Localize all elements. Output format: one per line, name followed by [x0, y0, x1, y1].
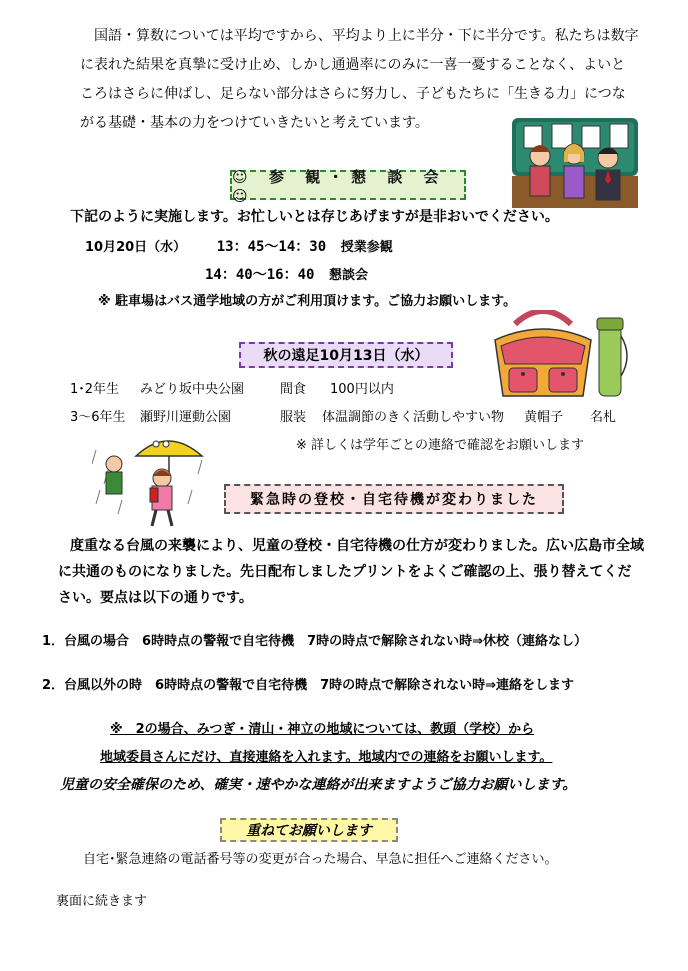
emergency-line: 度重なる台風の来襲により、児童の登校・自宅待機の仕方が変わりました。広い広島市全域 [70, 538, 644, 554]
trip-item-label: 間食 [280, 382, 307, 397]
field-trip-banner [239, 342, 453, 368]
trip-item-value: 体温調節のきく活動しやすい物 [322, 410, 505, 425]
classroom-illustration [512, 112, 638, 208]
open-house-banner-text: ☺ 参 観・懇 談 会 ☺ [232, 167, 447, 205]
emergency-banner [224, 484, 564, 514]
intro-line: ころはさらに伸ばし、足らない部分はさらに努力し、子どもたちに「生きる力」につな [80, 86, 626, 102]
trip-item-value: 100円以内 [330, 382, 394, 397]
typhoon-umbrella-illustration [92, 430, 212, 530]
intro-line: がる基礎・基本の力をつけていきたいと考えています。 [80, 115, 429, 131]
emergency-paragraph [58, 533, 658, 611]
intro-line: に表れた結果を真摯に受け止め、しかし通過率にのみに一喜一憂することなく、よいと [80, 57, 626, 73]
rule-non-typhoon: 2．台風以外の時 6時時点の警報で自宅待機 7時の時点で解除されない時⇒連絡をします [42, 678, 575, 693]
parking-note: ※ 駐車場はバス通学地域の方がご利用頂けます。ご協力お願いします。 [98, 294, 517, 309]
contact-change-note: 自宅･緊急連絡の電話番号等の変更が合った場合、早急に担任へご連絡ください。 [83, 852, 558, 867]
field-trip-banner-text: 秋の遠足10月13日（水） [263, 348, 429, 364]
open-house-banner [230, 167, 466, 205]
continued-on-back: 裏面に続きます [56, 894, 148, 909]
emergency-line: に共通のものになりました。先日配布しましたプリントをよくご確認の上、張り替えてくだ [58, 564, 632, 580]
trip-hat: 黄帽子 [524, 410, 564, 425]
trip-grade: 1･2年生 [70, 382, 120, 397]
schedule-time-1: 13：45～14：30 [216, 239, 327, 255]
trip-nametag: 名札 [590, 410, 617, 425]
trip-note: ※ 詳しくは学年ごとの連絡で確認をお願いします [296, 438, 585, 453]
region-note-line-1: ※ 2の場合、みつぎ・清山・神立の地域については、教頭（学校）から [110, 722, 535, 737]
trip-place: 瀬野川運動公園 [140, 410, 232, 425]
request-banner [220, 818, 398, 842]
schedule-row-2 [205, 264, 368, 284]
safety-closing: 児童の安全確保のため、確実・速やかな連絡が出来ますようご協力お願いします。 [60, 777, 577, 793]
backpack-thermos-illustration [485, 310, 635, 402]
rule-typhoon: 1．台風の場合 6時時点の警報で自宅待機 7時の時点で解除されない時⇒休校（連絡なし） [42, 634, 588, 649]
schedule-row-1 [85, 236, 393, 256]
schedule-event-2: 懇談会 [328, 268, 368, 283]
emergency-line: さい。要点は以下の通りです。 [58, 590, 253, 606]
schedule-time-2: 14：40～16：40 [205, 267, 315, 283]
schedule-event-1: 授業参観 [340, 240, 393, 255]
trip-item-label: 服装 [280, 410, 307, 425]
trip-place: みどり坂中央公園 [140, 382, 245, 397]
region-note-line-2: 地域委員さんにだけ、直接連絡を入れます。地域内での連絡をお願いします。 [100, 750, 553, 765]
open-house-lead: 下記のように実施します。お忙しいとは存じあげますが是非おいでください。 [70, 209, 559, 225]
intro-line: 国語・算数については平均ですから、平均より上に半分・下に半分です。私たちは数字 [94, 28, 639, 44]
schedule-date: 10月20日（水） [85, 240, 187, 255]
request-banner-text: 重ねてお願いします [246, 823, 372, 839]
trip-grade: 3～6年生 [70, 410, 126, 425]
emergency-banner-text: 緊急時の登校・自宅待機が変わりました [250, 492, 538, 508]
